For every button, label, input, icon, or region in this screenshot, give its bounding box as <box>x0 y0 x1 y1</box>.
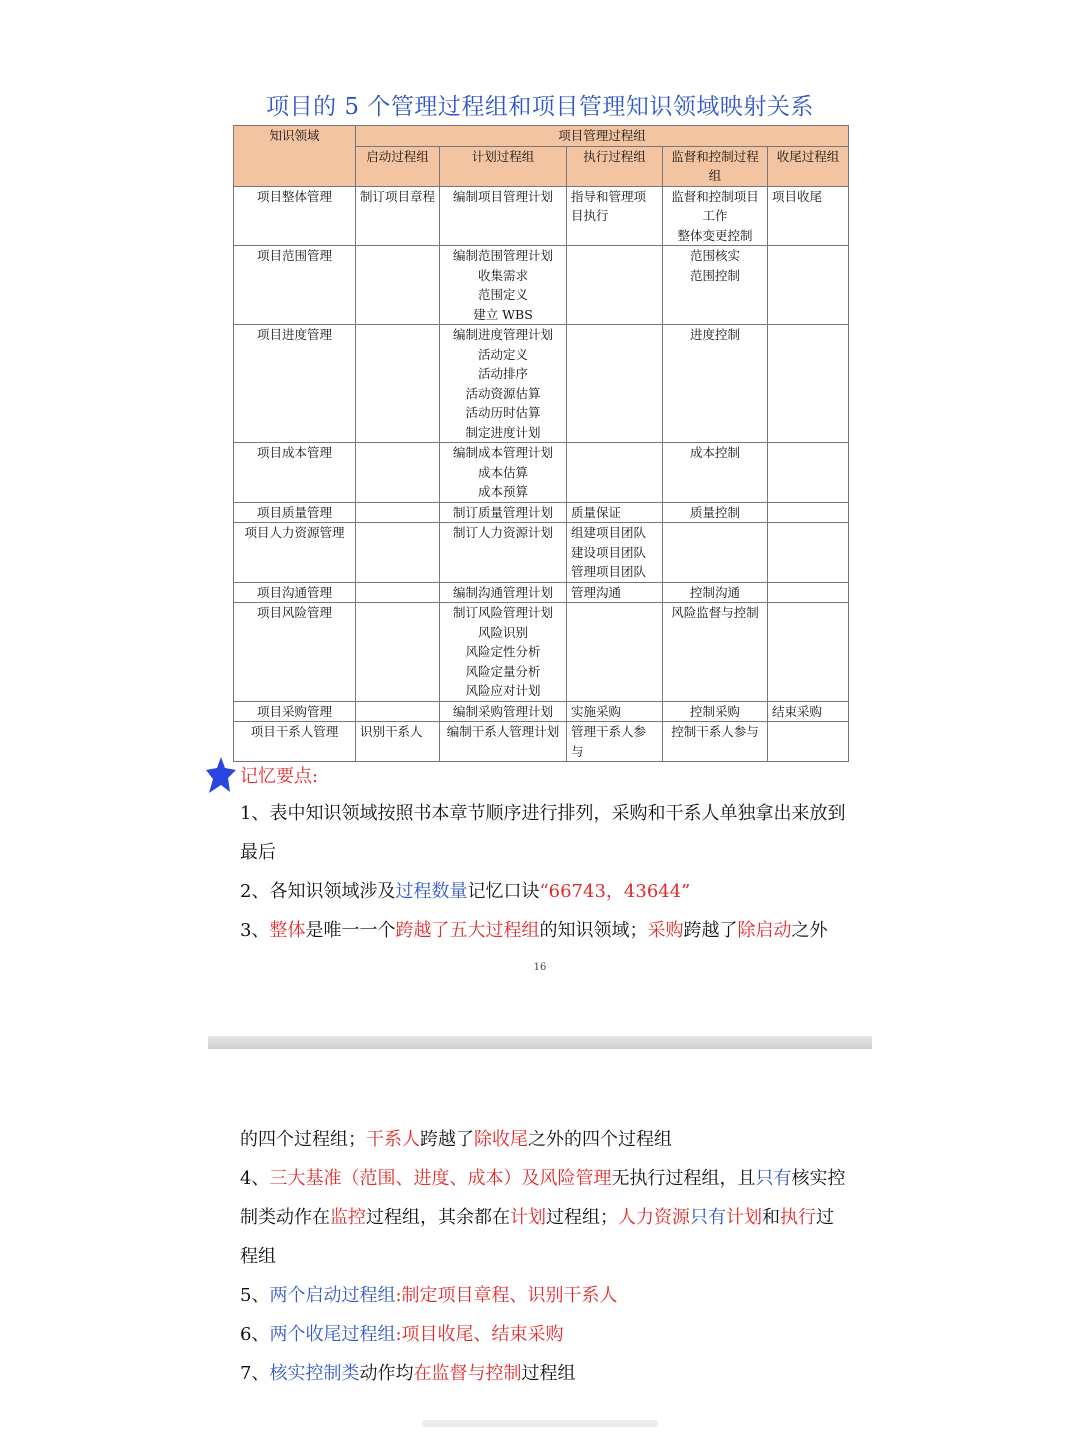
cell-init <box>356 502 440 523</box>
cell-close <box>768 603 849 702</box>
table-row <box>234 722 849 762</box>
cell-close: 项目收尾 <box>768 186 849 246</box>
cell-close <box>768 443 849 503</box>
cell-close <box>768 246 849 325</box>
cell-init <box>356 443 440 503</box>
memory-point-7: 7、核实控制类动作均在监督与控制过程组 <box>240 1363 576 1384</box>
cell-mon: 范围核实 范围控制 <box>663 246 768 325</box>
header-col-init: 启动过程组 <box>356 146 440 186</box>
cell-close: 结束采购 <box>768 701 849 722</box>
memory-point-5: 5、两个启动过程组:制定项目章程、识别干系人 <box>240 1285 618 1306</box>
cell-plan: 编制项目管理计划 <box>440 186 567 246</box>
cell-area: 项目范围管理 <box>234 246 356 325</box>
cell-area: 项目人力资源管理 <box>234 523 356 583</box>
cell-area: 项目风险管理 <box>234 603 356 702</box>
memory-point-3: 3、整体是唯一一个跨越了五大过程组的知识领域；采购跨越了除启动之外 <box>240 920 828 941</box>
cell-mon: 进度控制 <box>663 325 768 443</box>
cell-mon: 控制采购 <box>663 701 768 722</box>
cell-exec <box>567 246 663 325</box>
cell-init: 制订项目章程 <box>356 186 440 246</box>
memory-point-2: 2、各知识领域涉及过程数量记忆口诀“66743，43644” <box>240 881 691 902</box>
cell-init <box>356 582 440 603</box>
cell-close <box>768 722 849 762</box>
cell-init <box>356 523 440 583</box>
cell-init <box>356 246 440 325</box>
cell-plan: 制订人力资源计划 <box>440 523 567 583</box>
cell-init <box>356 325 440 443</box>
cell-mon: 控制干系人参与 <box>663 722 768 762</box>
star-icon <box>205 756 237 794</box>
cell-area: 项目质量管理 <box>234 502 356 523</box>
memory-point-1: 1、表中知识领域按照书本章节顺序进行排列，采购和干系人单独拿出来放到最后 <box>240 803 846 863</box>
memory-heading: 记忆要点: <box>240 766 319 787</box>
table-row <box>234 603 849 702</box>
cell-plan: 编制进度管理计划 活动定义 活动排序 活动资源估算 活动历时估算 制定进度计划 <box>440 325 567 443</box>
page-divider <box>208 1036 872 1049</box>
cell-plan: 制订质量管理计划 <box>440 502 567 523</box>
cell-area: 项目干系人管理 <box>234 722 356 762</box>
table-body <box>234 186 849 762</box>
cell-init <box>356 603 440 702</box>
cell-plan: 制订风险管理计划 风险识别 风险定性分析 风险定量分析 风险应对计划 <box>440 603 567 702</box>
header-col-mon: 监督和控制过程组 <box>663 146 768 186</box>
mapping-table <box>233 125 849 762</box>
cell-exec: 指导和管理项目执行 <box>567 186 663 246</box>
cell-plan: 编制沟通管理计划 <box>440 582 567 603</box>
cell-exec <box>567 325 663 443</box>
cell-close <box>768 502 849 523</box>
table-row <box>234 186 849 246</box>
cell-plan: 编制采购管理计划 <box>440 701 567 722</box>
cell-mon: 监督和控制项目工作 整体变更控制 <box>663 186 768 246</box>
table-row <box>234 701 849 722</box>
cell-exec: 组建项目团队 建设项目团队 管理项目团队 <box>567 523 663 583</box>
cell-mon: 风险监督与控制 <box>663 603 768 702</box>
cell-plan: 编制成本管理计划 成本估算 成本预算 <box>440 443 567 503</box>
cell-area: 项目进度管理 <box>234 325 356 443</box>
cell-close <box>768 582 849 603</box>
header-col-close: 收尾过程组 <box>768 146 849 186</box>
table-row <box>234 582 849 603</box>
table-row <box>234 502 849 523</box>
cell-plan: 编制干系人管理计划 <box>440 722 567 762</box>
table-row <box>234 325 849 443</box>
page-number: 16 <box>533 962 547 973</box>
header-group: 项目管理过程组 <box>356 126 849 147</box>
cell-exec: 实施采购 <box>567 701 663 722</box>
cell-exec: 管理沟通 <box>567 582 663 603</box>
cell-area: 项目整体管理 <box>234 186 356 246</box>
cell-init: 识别干系人 <box>356 722 440 762</box>
cell-plan: 编制范围管理计划 收集需求 范围定义 建立 WBS <box>440 246 567 325</box>
cell-close <box>768 325 849 443</box>
cell-area: 项目采购管理 <box>234 701 356 722</box>
cell-area: 项目沟通管理 <box>234 582 356 603</box>
cell-exec: 管理干系人参与 <box>567 722 663 762</box>
page-title: 项目的 5 个管理过程组和项目管理知识领域映射关系 <box>266 94 814 120</box>
memory-point-4: 4、三大基准（范围、进度、成本）及风险管理无执行过程组，且只有核实控制类动作在监控过程组，其余都在计划过程组；人力资源只有计划和执行过程组 <box>240 1168 846 1267</box>
cell-mon: 控制沟通 <box>663 582 768 603</box>
cell-area: 项目成本管理 <box>234 443 356 503</box>
memory-point-6: 6、两个收尾过程组:项目收尾、结束采购 <box>240 1324 564 1345</box>
header-col-plan: 计划过程组 <box>440 146 567 186</box>
cell-close <box>768 523 849 583</box>
scroll-indicator <box>422 1420 658 1427</box>
header-col-exec: 执行过程组 <box>567 146 663 186</box>
cell-exec: 质量保证 <box>567 502 663 523</box>
cell-mon <box>663 523 768 583</box>
cell-init <box>356 701 440 722</box>
header-area: 知识领域 <box>234 126 356 187</box>
cell-mon: 成本控制 <box>663 443 768 503</box>
memory-point-3-cont: 的四个过程组；干系人跨越了除收尾之外的四个过程组 <box>240 1129 672 1150</box>
cell-exec <box>567 603 663 702</box>
cell-exec <box>567 443 663 503</box>
table-row <box>234 246 849 325</box>
cell-mon: 质量控制 <box>663 502 768 523</box>
table-row <box>234 443 849 503</box>
table-row <box>234 523 849 583</box>
